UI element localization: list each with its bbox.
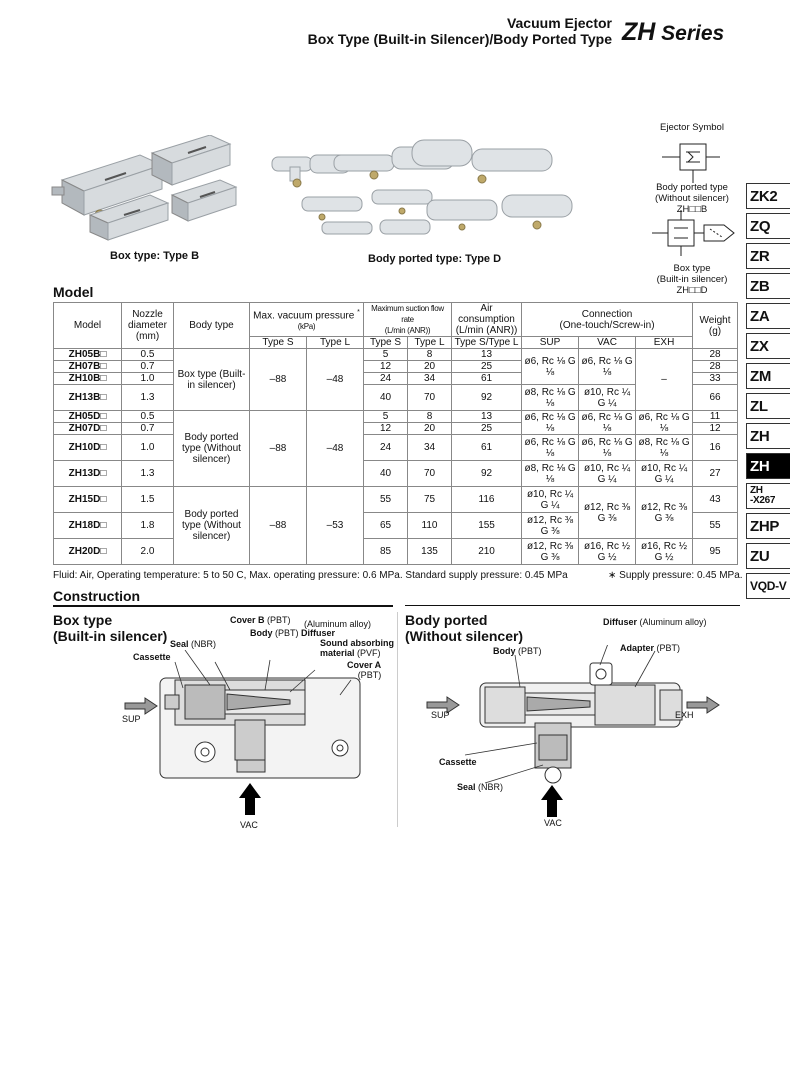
table-row	[54, 461, 738, 487]
cell-model: ZH13D□	[54, 461, 122, 487]
cell-nozzle: 0.7	[122, 423, 174, 435]
cell-weight: 55	[693, 513, 738, 539]
cell-body-type: Body ported type (Without silencer)	[174, 487, 250, 565]
symbol-caption-b	[632, 182, 752, 215]
cell-flow-s: 55	[364, 487, 408, 513]
cell-body-type: Box type (Built-in silencer)	[174, 349, 250, 411]
cell-weight: 28	[693, 349, 738, 361]
cell-air: 61	[452, 373, 522, 385]
th-nozzle: Nozzle diameter (mm)	[122, 303, 174, 349]
th-exh: EXH	[636, 337, 693, 349]
cell-air: 25	[452, 361, 522, 373]
tab-zh-x267[interactable]: ZH -X267	[746, 483, 790, 509]
tab-zk2[interactable]: ZK2	[746, 183, 790, 209]
symbol-b-line1: Body ported type	[656, 182, 728, 193]
label-seal	[170, 639, 216, 649]
label-sound-absorbing	[320, 638, 394, 658]
cell-weight: 43	[693, 487, 738, 513]
table-row	[54, 435, 738, 461]
cell-weight: 11	[693, 411, 738, 423]
label-seal-mat: (NBR)	[191, 639, 217, 649]
cell-sup: ø6, Rc ⅛ G ⅛	[522, 349, 579, 385]
cell-air: 116	[452, 487, 522, 513]
cell-model: ZH10D□	[54, 435, 122, 461]
symbol-d-line2: (Built-in silencer)	[656, 274, 728, 285]
cell-flow-l: 8	[408, 411, 452, 423]
box-type-construction-title	[53, 612, 167, 644]
cell-flow-l: 34	[408, 435, 452, 461]
cell-model: ZH18D□	[54, 513, 122, 539]
cell-vac: ø10, Rc ¼ G ¼	[579, 461, 636, 487]
cell-flow-s: 5	[364, 349, 408, 361]
tab-zu[interactable]: ZU	[746, 543, 790, 569]
series-word: Series	[655, 22, 725, 45]
cell-flow-l: 8	[408, 349, 452, 361]
series-name: ZH	[622, 18, 656, 46]
cell-weight: 66	[693, 385, 738, 411]
cell-weight: 95	[693, 539, 738, 565]
cell-exh: –	[636, 349, 693, 411]
cell-sup: ø8, Rc ⅛ G ⅛	[522, 385, 579, 411]
label-body-mat: (PBT)	[275, 628, 299, 638]
th-vacuum-pressure-mark: *	[357, 308, 360, 316]
label-ported-vac: VAC	[544, 818, 562, 828]
th-vacuum-pressure-unit: (kPa)	[297, 322, 316, 332]
cell-sup: ø12, Rc ⅜ G ⅜	[522, 513, 579, 539]
label-sound-line1: Sound absorbing	[320, 638, 394, 648]
label-ported-cassette-name: Cassette	[439, 757, 477, 767]
th-flow-type-s: Type S	[364, 337, 408, 349]
ejector-symbol-title: Ejector Symbol	[660, 122, 724, 133]
construction-section-title: Construction	[53, 588, 141, 604]
tab-zm[interactable]: ZM	[746, 363, 790, 389]
cell-flow-l: 34	[408, 373, 452, 385]
box-type-cross-section	[115, 650, 385, 830]
cell-nozzle: 0.5	[122, 349, 174, 361]
label-sound-line2: material	[320, 648, 355, 658]
cell-model: ZH10B□	[54, 373, 122, 385]
label-aluminum: (Aluminum alloy)	[304, 619, 372, 629]
label-diffuser: Diffuser	[301, 628, 336, 638]
th-press-type-l: Type L	[307, 337, 364, 349]
cell-air: 92	[452, 461, 522, 487]
cell-vac: ø12, Rc ⅜ G ⅜	[579, 487, 636, 539]
cell-nozzle: 1.8	[122, 513, 174, 539]
label-ported-seal	[457, 782, 503, 792]
box-type-caption: Box type: Type B	[110, 250, 200, 262]
th-weight: Weight (g)	[693, 303, 738, 349]
tab-zx[interactable]: ZX	[746, 333, 790, 359]
th-suction-flow-unit: (L/min (ANR))	[384, 326, 431, 335]
cell-press-l: –48	[307, 411, 364, 487]
label-ported-sup: SUP	[431, 710, 450, 720]
cell-nozzle: 1.0	[122, 373, 174, 385]
symbol-d-line1: Box type	[673, 263, 711, 274]
cell-air: 25	[452, 423, 522, 435]
cell-press-s: –88	[250, 349, 307, 411]
th-body-type: Body type	[174, 303, 250, 349]
label-cover-a-name: Cover A	[347, 660, 382, 670]
cell-sup: ø10, Rc ¼ G ¼	[522, 487, 579, 513]
th-suction-flow-label: Maximum suction flow rate	[371, 304, 444, 324]
tab-zhp[interactable]: ZHP	[746, 513, 790, 539]
th-suction-flow	[364, 303, 452, 337]
cell-nozzle: 1.3	[122, 461, 174, 487]
cell-nozzle: 1.3	[122, 385, 174, 411]
table-row	[54, 539, 738, 565]
label-cover-a-mat: (PBT)	[357, 670, 382, 680]
label-ported-adapter-name: Adapter	[620, 643, 655, 653]
table-row	[54, 411, 738, 423]
cell-flow-s: 65	[364, 513, 408, 539]
ported-construction-title	[405, 612, 523, 644]
tab-zr[interactable]: ZR	[746, 243, 790, 269]
cell-flow-l: 70	[408, 461, 452, 487]
box-type-product-photo	[50, 135, 240, 245]
cell-flow-s: 24	[364, 435, 408, 461]
cell-flow-s: 12	[364, 423, 408, 435]
th-air-unit: (L/min (ANR))	[455, 325, 518, 336]
cell-vac: ø10, Rc ¼ G ¼	[579, 385, 636, 411]
cell-flow-l: 75	[408, 487, 452, 513]
label-ported-seal-mat: (NBR)	[478, 782, 504, 792]
cell-exh: ø10, Rc ¼ G ¼	[636, 461, 693, 487]
symbol-caption-d	[632, 263, 752, 296]
cell-exh: ø12, Rc ⅜ G ⅜	[636, 487, 693, 539]
symbol-b-line2: (Without silencer)	[655, 193, 729, 204]
cell-press-s: –88	[250, 411, 307, 487]
series-title	[622, 18, 724, 47]
symbol-d-line3: ZH□□D	[676, 285, 708, 296]
cell-sup: ø12, Rc ⅜ G ⅜	[522, 539, 579, 565]
cell-model: ZH07B□	[54, 361, 122, 373]
cell-weight: 33	[693, 373, 738, 385]
th-vac: VAC	[579, 337, 636, 349]
label-body-name: Body	[250, 628, 273, 638]
cell-flow-s: 85	[364, 539, 408, 565]
cell-flow-l: 20	[408, 361, 452, 373]
cell-exh: ø16, Rc ½ G ½	[636, 539, 693, 565]
label-ported-adapter	[620, 643, 680, 653]
cell-air: 92	[452, 385, 522, 411]
th-connection-unit: (One-touch/Screw-in)	[559, 319, 655, 331]
cell-exh: ø8, Rc ⅛ G ⅛	[636, 435, 693, 461]
cell-model: ZH20D□	[54, 539, 122, 565]
cell-vac: ø6, Rc ⅛ G ⅛	[579, 349, 636, 385]
header-title-line1: Vacuum Ejector	[506, 15, 612, 31]
cell-model: ZH05B□	[54, 349, 122, 361]
cell-flow-s: 40	[364, 461, 408, 487]
construction-divider	[397, 612, 398, 827]
cell-flow-s: 5	[364, 411, 408, 423]
label-vac: VAC	[240, 820, 258, 830]
cell-flow-l: 70	[408, 385, 452, 411]
label-ported-body-name: Body	[493, 646, 516, 656]
cell-nozzle: 2.0	[122, 539, 174, 565]
cell-vac: ø16, Rc ½ G ½	[579, 539, 636, 565]
label-sup: SUP	[122, 714, 141, 724]
th-press-type-s: Type S	[250, 337, 307, 349]
body-ported-caption: Body ported type: Type D	[368, 253, 502, 265]
cell-flow-s: 24	[364, 373, 408, 385]
label-seal-name: Seal	[170, 639, 189, 649]
cell-press-l: –53	[307, 487, 364, 565]
body-ported-cross-section	[425, 645, 725, 820]
cell-sup: ø6, Rc ⅛ G ⅛	[522, 411, 579, 435]
cell-air: 155	[452, 513, 522, 539]
th-flow-type-l: Type L	[408, 337, 452, 349]
cell-press-s: –88	[250, 487, 307, 565]
ported-title-line2: (Without silencer)	[405, 628, 524, 644]
th-model: Model	[54, 303, 122, 349]
cell-nozzle: 0.5	[122, 411, 174, 423]
label-sound-mat: (PVF)	[357, 648, 381, 658]
label-ported-seal-name: Seal	[457, 782, 476, 792]
th-vacuum-pressure-label: Max. vacuum pressure	[253, 310, 355, 322]
table-row	[54, 349, 738, 361]
label-ported-cassette	[439, 757, 477, 767]
model-table	[53, 302, 738, 565]
cell-nozzle: 0.7	[122, 361, 174, 373]
tab-zb[interactable]: ZB	[746, 273, 790, 299]
cell-flow-l: 20	[408, 423, 452, 435]
cell-model: ZH15D□	[54, 487, 122, 513]
box-type-title-line1: Box type	[53, 612, 113, 628]
th-vacuum-pressure	[250, 303, 364, 337]
table-row	[54, 487, 738, 513]
tab-zh[interactable]: ZH	[746, 423, 790, 449]
label-ported-adapter-mat: (PBT)	[656, 643, 681, 653]
th-sup: SUP	[522, 337, 579, 349]
cell-weight: 16	[693, 435, 738, 461]
tab-zh-active[interactable]: ZH	[746, 453, 790, 479]
footnote-supply: ∗ Supply pressure: 0.45 MPa.	[608, 570, 743, 581]
label-ported-diffuser	[603, 617, 707, 627]
label-body	[250, 628, 335, 638]
body-ported-product-photo	[262, 125, 587, 250]
header-title-line2: Box Type (Built-in Silencer)/Body Ported Type	[307, 31, 612, 47]
cell-flow-l: 110	[408, 513, 452, 539]
label-cover-b-name: Cover B	[230, 615, 265, 625]
cell-air: 13	[452, 411, 522, 423]
tab-zl[interactable]: ZL	[746, 393, 790, 419]
cell-flow-s: 12	[364, 361, 408, 373]
series-index-tabs	[746, 183, 790, 603]
footnote-fluid: Fluid: Air, Operating temperature: 5 to 50 C, Max. operating pressure: 0.6 MPa. Standard supply pressure: 0.45 MPa	[53, 570, 568, 581]
cell-air: 13	[452, 349, 522, 361]
cell-weight: 28	[693, 361, 738, 373]
label-cassette	[133, 652, 171, 662]
cell-body-type: Body ported type (Without silencer)	[174, 411, 250, 487]
construction-underline-right	[405, 605, 740, 606]
table-row	[54, 385, 738, 411]
construction-underline	[53, 605, 393, 607]
cell-vac: ø6, Rc ⅛ G ⅛	[579, 435, 636, 461]
label-ported-body-mat: (PBT)	[518, 646, 542, 656]
th-connection-label: Connection	[581, 308, 633, 320]
cell-vac: ø6, Rc ⅛ G ⅛	[579, 411, 636, 435]
cell-sup: ø8, Rc ⅛ G ⅛	[522, 461, 579, 487]
cell-exh: ø6, Rc ⅛ G ⅛	[636, 411, 693, 435]
cell-sup: ø6, Rc ⅛ G ⅛	[522, 435, 579, 461]
label-cover-b	[230, 615, 291, 625]
cell-nozzle: 1.0	[122, 435, 174, 461]
cell-model: ZH07D□	[54, 423, 122, 435]
th-connection	[522, 303, 693, 337]
label-ported-body	[493, 646, 542, 656]
cell-air: 210	[452, 539, 522, 565]
cell-weight: 27	[693, 461, 738, 487]
box-type-title-line2: (Built-in silencer)	[53, 628, 168, 644]
label-cassette-name: Cassette	[133, 652, 171, 662]
cell-flow-s: 40	[364, 385, 408, 411]
label-cover-b-mat: (PBT)	[267, 615, 291, 625]
cell-flow-l: 135	[408, 539, 452, 565]
cell-nozzle: 1.5	[122, 487, 174, 513]
model-section-title: Model	[53, 284, 94, 300]
cell-model: ZH05D□	[54, 411, 122, 423]
tab-vqd-v[interactable]: VQD-V	[746, 573, 790, 599]
cell-weight: 12	[693, 423, 738, 435]
label-cover-a	[347, 660, 381, 680]
cell-press-l: –48	[307, 349, 364, 411]
th-air-label: Air consumption	[458, 303, 515, 325]
label-ported-diffuser-name: Diffuser	[603, 617, 638, 627]
label-ported-exh: EXH	[675, 710, 694, 720]
tab-za[interactable]: ZA	[746, 303, 790, 329]
cell-model: ZH13B□	[54, 385, 122, 411]
th-air-consumption	[452, 303, 522, 337]
ported-title-line1: Body ported	[405, 612, 488, 628]
symbol-b-line3: ZH□□B	[676, 204, 708, 215]
th-air-type-sl: Type S/Type L	[452, 337, 522, 349]
label-ported-diffuser-mat: (Aluminum alloy)	[639, 617, 707, 627]
cell-air: 61	[452, 435, 522, 461]
tab-zq[interactable]: ZQ	[746, 213, 790, 239]
